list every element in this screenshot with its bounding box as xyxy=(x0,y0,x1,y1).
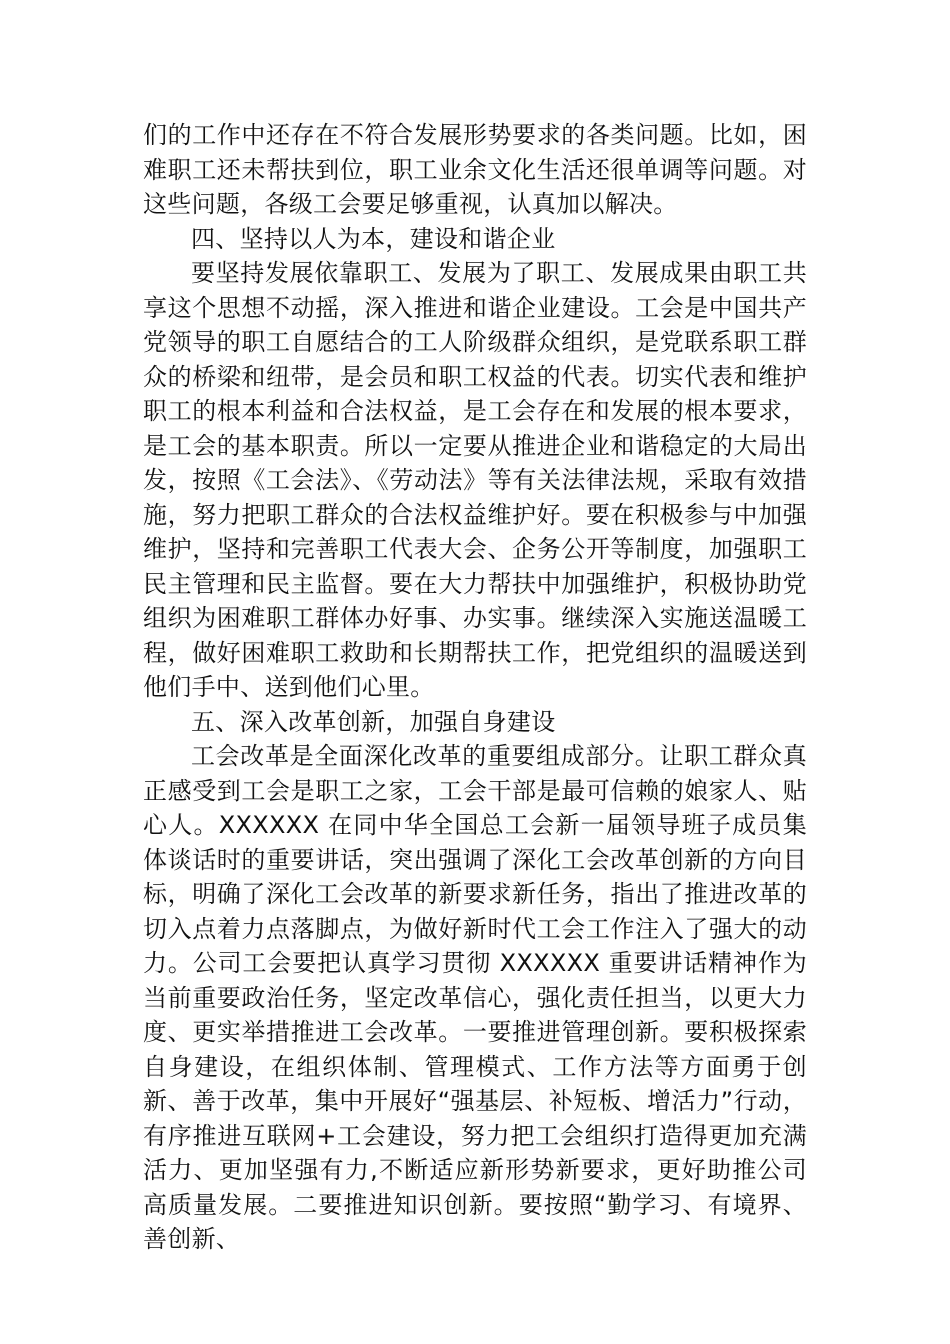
paragraph-section-5: 工会改革是全面深化改革的重要组成部分。让职工群众真正感受到工会是职工之家，工会干部是最可信赖的娘家人、贴心人。XXXXXX 在同中华全国总工会新一届领导班子成员集体谈话时的重要讲话，突出强调了深化工会改革创新的方向目标，明确了深化工会改革的新要求新任务，指出了推进改革的切入点着力点落脚点，为做好新时代工会工作注入了强大的动力。公司工会要把认真学习贯彻 XXXXXX 重要讲话精神作为当前重要政治任务，坚定改革信心，强化责任担当，以更大力度、更实举措推进工会改革。一要推进管理创新。要积极探索自身建设，在组织体制、管理模式、工作方法等方面勇于创新、善于改革，集中开展好“强基层、补短板、增活力”行动，有序推进互联网+工会建设，努力把工会组织打造得更加充满活力、更加坚强有力,不断适应新形势新要求，更好助推公司高质量发展。二要推进知识创新。要按照“勤学习、有境界、善创新、 xyxy=(143,742,807,1253)
paragraph-continuation: 们的工作中还存在不符合发展形势要求的各类问题。比如，困难职工还未帮扶到位，职工业余文化生活还很单调等问题。对这些问题，各级工会要足够重视，认真加以解决。 xyxy=(143,121,807,218)
paragraph-section-4: 要坚持发展依靠职工、发展为了职工、发展成果由职工共享这个思想不动摇，深入推进和谐企业建设。工会是中国共产党领导的职工自愿结合的工人阶级群众组织，是党联系职工群众的桥梁和纽带，是会员和职工权益的代表。切实代表和维护职工的根本利益和合法权益，是工会存在和发展的根本要求，是工会的基本职责。所以一定要从推进企业和谐稳定的大局出发，按照《工会法》、《劳动法》等有关法律法规，采取有效措施，努力把职工群众的合法权益维护好。要在积极参与中加强维护，坚持和完善职工代表大会、企务公开等制度，加强职工民主管理和民主监督。要在大力帮扶中加强维护，积极协助党组织为困难职工群体办好事、办实事。继续深入实施送温暖工程，做好困难职工救助和长期帮扶工作，把党组织的温暖送到他们手中、送到他们心里。 xyxy=(143,259,807,701)
section-heading-4: 四、坚持以人为本，建设和谐企业 xyxy=(191,224,556,253)
section-heading-5: 五、深入改革创新，加强自身建设 xyxy=(191,707,556,736)
document-body xyxy=(143,118,807,1257)
